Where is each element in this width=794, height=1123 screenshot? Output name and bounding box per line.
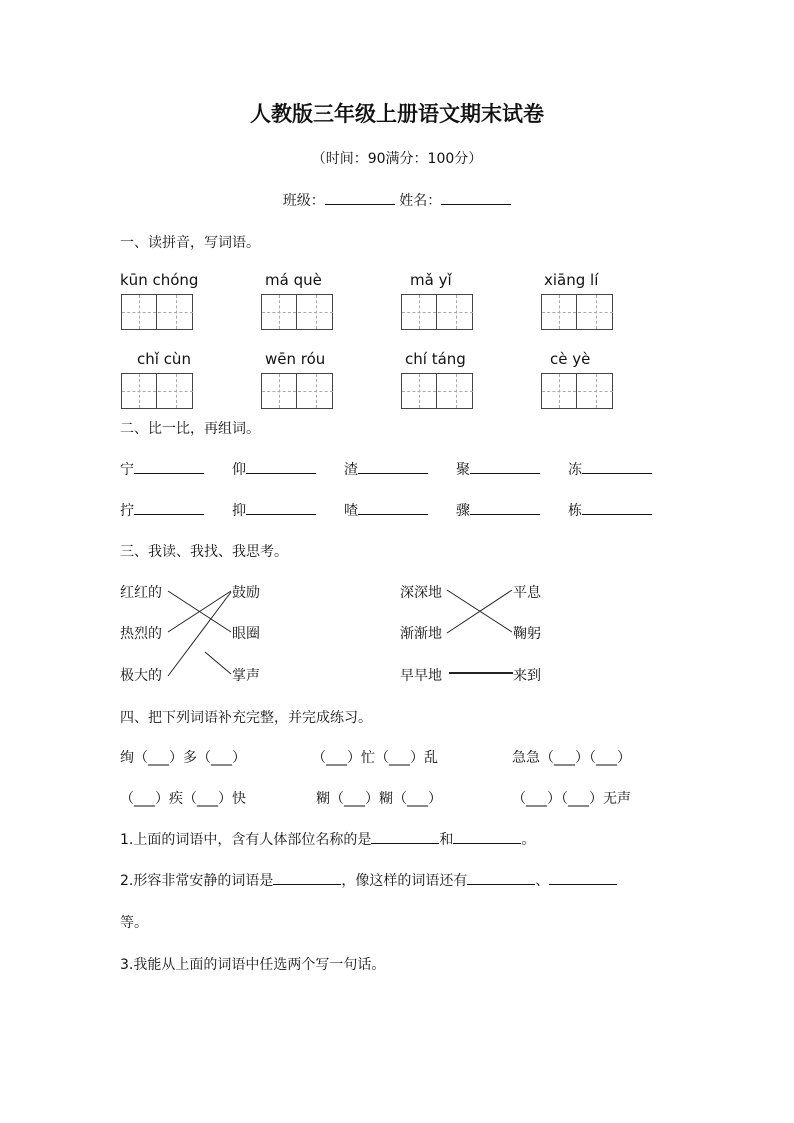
pinyin-3: mǎ yǐ bbox=[410, 271, 452, 289]
compare-char: 拧 bbox=[120, 500, 204, 520]
match-right-1[interactable]: 鼓励 bbox=[232, 585, 260, 601]
answer-blank[interactable] bbox=[453, 829, 521, 844]
compare-char: 聚 bbox=[456, 459, 540, 479]
match-left-1[interactable]: 红红的 bbox=[120, 585, 162, 601]
answer-blank[interactable] bbox=[549, 870, 617, 885]
pinyin-1: kūn chóng bbox=[120, 271, 199, 289]
section-1-heading: 一、读拼音，写词语。 bbox=[120, 235, 260, 251]
name-label: 姓名： bbox=[399, 193, 442, 209]
exam-time-score: （时间：90满分：100分） bbox=[311, 151, 483, 167]
section-3-heading: 三、我读、我找、我思考。 bbox=[120, 544, 288, 560]
page-title: 人教版三年级上册语文期末试卷 bbox=[250, 102, 544, 126]
compare-char: 渣 bbox=[344, 459, 428, 479]
question-2-end: 等。 bbox=[120, 915, 148, 931]
compare-char: 宁 bbox=[120, 459, 204, 479]
compare-char: 骤 bbox=[456, 500, 540, 520]
section-4-heading: 四、把下列词语补充完整，并完成练习。 bbox=[120, 710, 372, 726]
question-1: 1.上面的词语中，含有人体部位名称的是 和 。 bbox=[120, 829, 535, 849]
compare-char: 喳 bbox=[344, 500, 428, 520]
match-right-4[interactable]: 平息 bbox=[513, 585, 541, 601]
pinyin-2: má què bbox=[265, 271, 322, 289]
answer-blank[interactable] bbox=[467, 870, 535, 885]
fill-phrase[interactable]: 急急（___）（___） bbox=[512, 750, 631, 766]
section-2-heading: 二、比一比，再组词。 bbox=[120, 421, 260, 437]
match-left-2[interactable]: 热烈的 bbox=[120, 626, 162, 642]
question-3: 3.我能从上面的词语中任选两个写一句话。 bbox=[120, 957, 386, 973]
compare-char: 仰 bbox=[232, 459, 316, 479]
fill-phrase[interactable]: （___）忙（___）乱 bbox=[312, 750, 438, 766]
match-left-5[interactable]: 渐渐地 bbox=[400, 626, 442, 642]
fill-phrase[interactable]: （___）（___）无声 bbox=[512, 791, 631, 807]
class-label: 班级： bbox=[282, 193, 325, 209]
pinyin-6: wēn róu bbox=[265, 350, 326, 368]
question-2: 2.形容非常安静的词语是 ，像这样的词语还有 、 bbox=[120, 870, 617, 890]
fill-phrase[interactable]: 糊（___）糊（___） bbox=[316, 791, 442, 807]
compare-char: 抑 bbox=[232, 500, 316, 520]
pinyin-5: chǐ cùn bbox=[137, 350, 191, 368]
match-right-6[interactable]: 来到 bbox=[513, 668, 541, 684]
match-right-3[interactable]: 掌声 bbox=[232, 668, 260, 684]
pinyin-4: xiāng lí bbox=[544, 271, 599, 289]
match-left-4[interactable]: 深深地 bbox=[400, 585, 442, 601]
match-left-3[interactable]: 极大的 bbox=[120, 668, 162, 684]
answer-blank[interactable] bbox=[371, 829, 439, 844]
compare-char: 冻 bbox=[568, 459, 652, 479]
fill-phrase[interactable]: 绚（___）多（___） bbox=[120, 750, 246, 766]
match-right-2[interactable]: 眼圈 bbox=[232, 626, 260, 642]
pinyin-8: cè yè bbox=[550, 350, 591, 368]
match-left-6[interactable]: 早早地 bbox=[400, 668, 442, 684]
fill-phrase[interactable]: （___）疾（___）快 bbox=[120, 791, 246, 807]
answer-blank[interactable] bbox=[273, 870, 341, 885]
match-right-5[interactable]: 鞠躬 bbox=[513, 626, 541, 642]
pinyin-7: chí táng bbox=[405, 350, 466, 368]
compare-char: 栋 bbox=[568, 500, 652, 520]
